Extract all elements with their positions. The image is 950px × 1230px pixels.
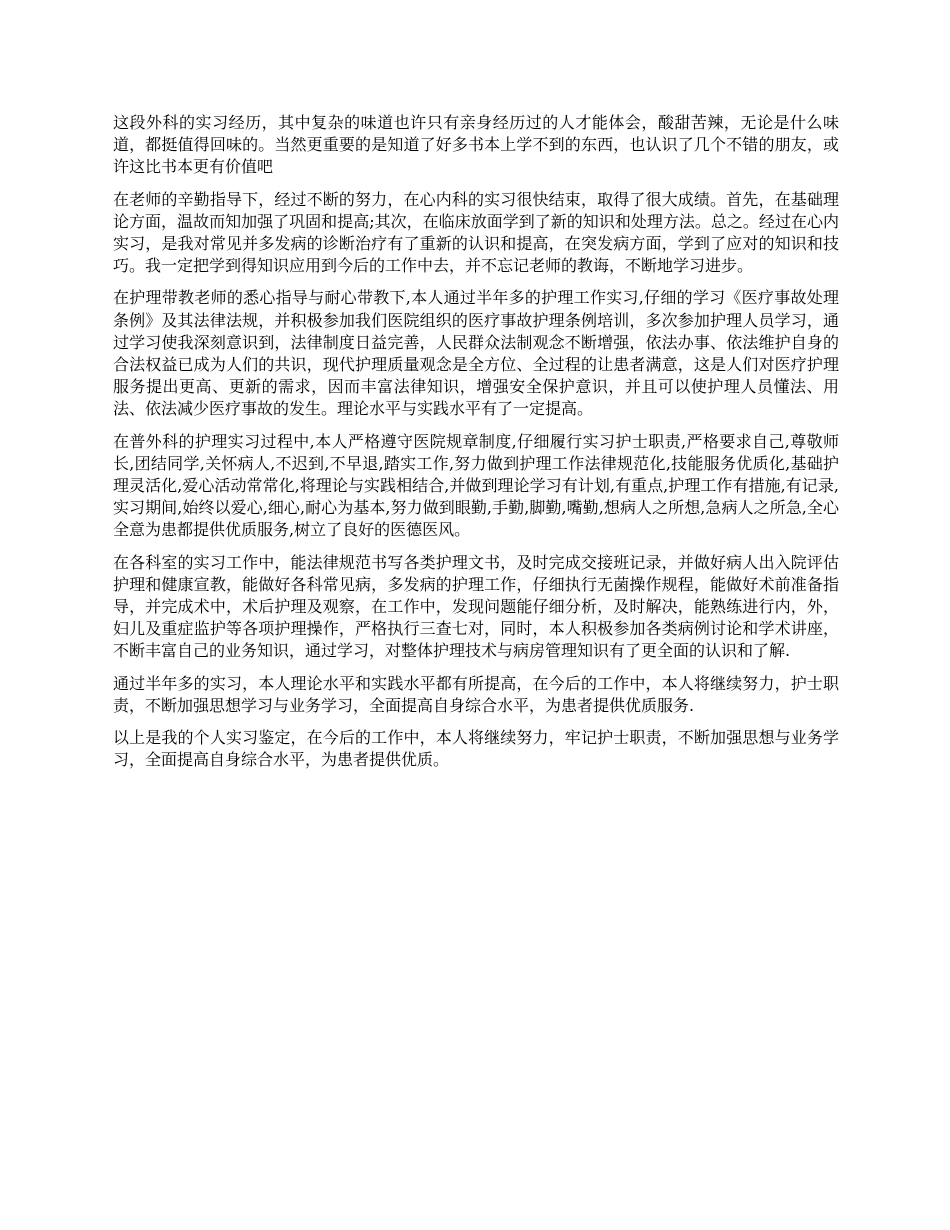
paragraph-2: 在老师的辛勤指导下，经过不断的努力，在心内科的实习很快结束，取得了很大成绩。首先，在基础理论方面，温故而知加强了巩固和提高;其次，在临床放面学到了新的知识和处理方法。总之。经过在心内实习，是我对常见并多发病的诊断治疗有了重新的认识和提高，在突发病方面，学到了应对的知识和技巧。我一定把学到得知识应用到今后的工作中去，并不忘记老师的教诲，不断地学习进步。 — [113, 189, 839, 276]
document-body — [113, 112, 839, 781]
paragraph-3: 在护理带教老师的悉心指导与耐心带教下,本人通过半年多的护理工作实习,仔细的学习《医疗事故处理条例》及其法律法规，并积极参加我们医院组织的医疗事故护理条例培训，多次参加护理人员学习，通过学习使我深刻意识到，法律制度日益完善，人民群众法制观念不断增强，依法办事、依法维护自身的合法权益已成为人们的共识，现代护理质量观念是全方位、全过程的让患者满意，这是人们对医疗护理服务提出更高、更新的需求，因而丰富法律知识，增强安全保护意识，并且可以使护理人员懂法、用法、依法减少医疗事故的发生。理论水平与实践水平有了一定提高。 — [113, 288, 839, 419]
paragraph-4: 在普外科的护理实习过程中,本人严格遵守医院规章制度,仔细履行实习护士职责,严格要求自己,尊敬师长,团结同学,关怀病人,不迟到,不早退,踏实工作,努力做到护理工作法律规范化,技能服务优质化,基础护理灵活化,爱心活动常常化,将理论与实践相结合,并做到理论学习有计划,有重点,护理工作有措施,有记录,实习期间,始终以爱心,细心,耐心为基本,努力做到眼勤,手勤,脚勤,嘴勤,想病人之所想,急病人之所急,全心全意为患都提供优质服务,树立了良好的医德医风。 — [113, 431, 839, 540]
paragraph-7: 以上是我的个人实习鉴定，在今后的工作中，本人将继续努力，牢记护士职责，不断加强思想与业务学习，全面提高自身综合水平，为患者提供优质。 — [113, 728, 839, 770]
paragraph-1: 这段外科的实习经历，其中复杂的味道也许只有亲身经历过的人才能体会，酸甜苦辣，无论是什么味道，都挺值得回味的。当然更重要的是知道了好多书本上学不到的东西，也认识了几个不错的朋友，或许这比书本更有价值吧 — [113, 113, 839, 177]
paragraph-5: 在各科室的实习工作中，能法律规范书写各类护理文书，及时完成交接班记录，并做好病人出入院评估护理和健康宣教，能做好各科常见病，多发病的护理工作，仔细执行无菌操作规程，能做好术前准备指导，并完成术中，术后护理及观察，在工作中，发现问题能仔细分析，及时解决，能熟练进行内，外，妇儿及重症监护等各项护理操作，严格执行三查七对，同时，本人积极参加各类病例讨论和学术讲座，不断丰富自己的业务知识，通过学习，对整体护理技术与病房管理知识有了更全面的认识和了解. — [113, 552, 839, 661]
paragraph-6: 通过半年多的实习，本人理论水平和实践水平都有所提高，在今后的工作中，本人将继续努力，护士职责，不断加强思想学习与业务学习，全面提高自身综合水平，为患者提供优质服务. — [113, 673, 839, 715]
